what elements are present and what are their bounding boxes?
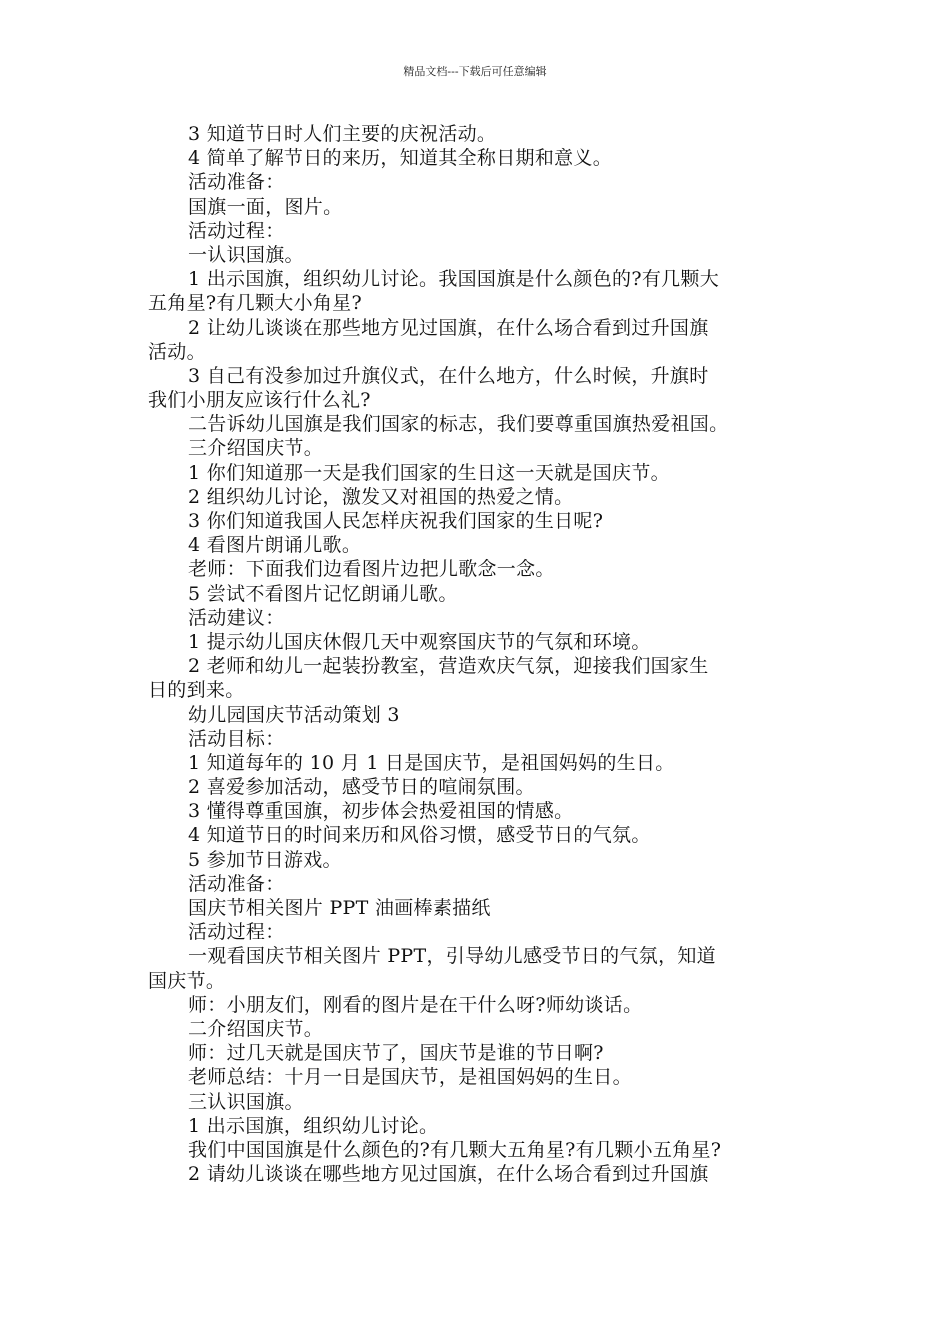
page-header: 精品文档---下载后可任意编辑 <box>403 65 547 78</box>
text-line: 1 你们知道那一天是我们国家的生日这一天就是国庆节。 <box>188 461 670 484</box>
text-line: 师：过几天就是国庆节了，国庆节是谁的节日啊? <box>188 1042 604 1065</box>
text-line: 老师：下面我们边看图片边把儿歌念一念。 <box>188 558 555 581</box>
text-line: 老师总结：十月一日是国庆节，是祖国妈妈的生日。 <box>188 1066 632 1089</box>
text-line: 三介绍国庆节。 <box>188 437 324 460</box>
text-line: 4 知道节日的时间来历和风俗习惯，感受节日的气氛。 <box>188 824 651 847</box>
text-line: 国庆节相关图片 PPT 油画棒素描纸 <box>188 897 491 919</box>
text-line: 2 请幼儿谈谈在哪些地方见过国旗，在什么场合看到过升国旗 <box>188 1163 709 1186</box>
text-line: 3 你们知道我国人民怎样庆祝我们国家的生日呢? <box>188 510 604 532</box>
text-line: 4 简单了解节日的来历，知道其全称日期和意义。 <box>188 147 613 170</box>
text-line: 国庆节。 <box>148 969 226 992</box>
text-line: 1 出示国旗，组织幼儿讨论。 <box>188 1114 439 1137</box>
text-line: 活动准备： <box>188 171 285 194</box>
text-line: 二告诉幼儿国旗是我们国家的标志，我们要尊重国旗热爱祖国。 <box>188 413 729 436</box>
text-line: 活动建议： <box>188 606 285 629</box>
text-line: 我们小朋友应该行什么礼? <box>148 389 371 412</box>
text-line: 国旗一面，图片。 <box>188 195 343 218</box>
text-line: 一认识国旗。 <box>188 243 304 266</box>
text-line: 师：小朋友们，刚看的图片是在干什么呀?师幼谈话。 <box>188 993 643 1016</box>
document-body <box>148 122 808 1186</box>
text-line: 1 出示国旗，组织幼儿讨论。我国国旗是什么颜色的?有几颗大 <box>188 268 720 291</box>
text-line: 5 参加节日游戏。 <box>188 848 342 871</box>
text-line: 活动过程： <box>188 921 285 944</box>
text-line: 活动。 <box>148 340 206 363</box>
text-line: 活动目标： <box>188 727 285 750</box>
text-line: 2 组织幼儿讨论，激发又对祖国的热爱之情。 <box>188 485 574 508</box>
text-line: 3 懂得尊重国旗，初步体会热爱祖国的情感。 <box>188 800 574 823</box>
text-line: 活动过程： <box>188 219 285 242</box>
text-line: 活动准备： <box>188 872 285 895</box>
text-line: 一观看国庆节相关图片 PPT，引导幼儿感受节日的气氛，知道 <box>188 945 716 968</box>
text-line: 3 自己有没参加过升旗仪式，在什么地方，什么时候，升旗时 <box>188 364 709 387</box>
text-line: 2 让幼儿谈谈在那些地方见过国旗，在什么场合看到过升国旗 <box>188 316 709 339</box>
text-line: 日的到来。 <box>148 679 245 702</box>
text-line: 2 喜爱参加活动，感受节日的喧闹氛围。 <box>188 776 535 799</box>
text-line: 三认识国旗。 <box>188 1090 304 1113</box>
text-line: 我们中国国旗是什么颜色的?有几颗大五角星?有几颗小五角星? <box>188 1138 722 1161</box>
text-line: 幼儿园国庆节活动策划 3 <box>188 703 400 726</box>
text-line: 1 提示幼儿国庆休假几天中观察国庆节的气氛和环境。 <box>188 630 651 653</box>
text-line: 3 知道节日时人们主要的庆祝活动。 <box>188 123 497 145</box>
text-line: 五角星?有几颗大小角星? <box>148 292 362 315</box>
text-line: 2 老师和幼儿一起装扮教室，营造欢庆气氛，迎接我们国家生 <box>188 655 709 678</box>
text-line: 5 尝试不看图片记忆朗诵儿歌。 <box>188 582 458 605</box>
text-line: 1 知道每年的 10 月 1 日是国庆节，是祖国妈妈的生日。 <box>188 751 675 774</box>
text-line: 二介绍国庆节。 <box>188 1017 324 1040</box>
text-line: 4 看图片朗诵儿歌。 <box>188 534 362 557</box>
